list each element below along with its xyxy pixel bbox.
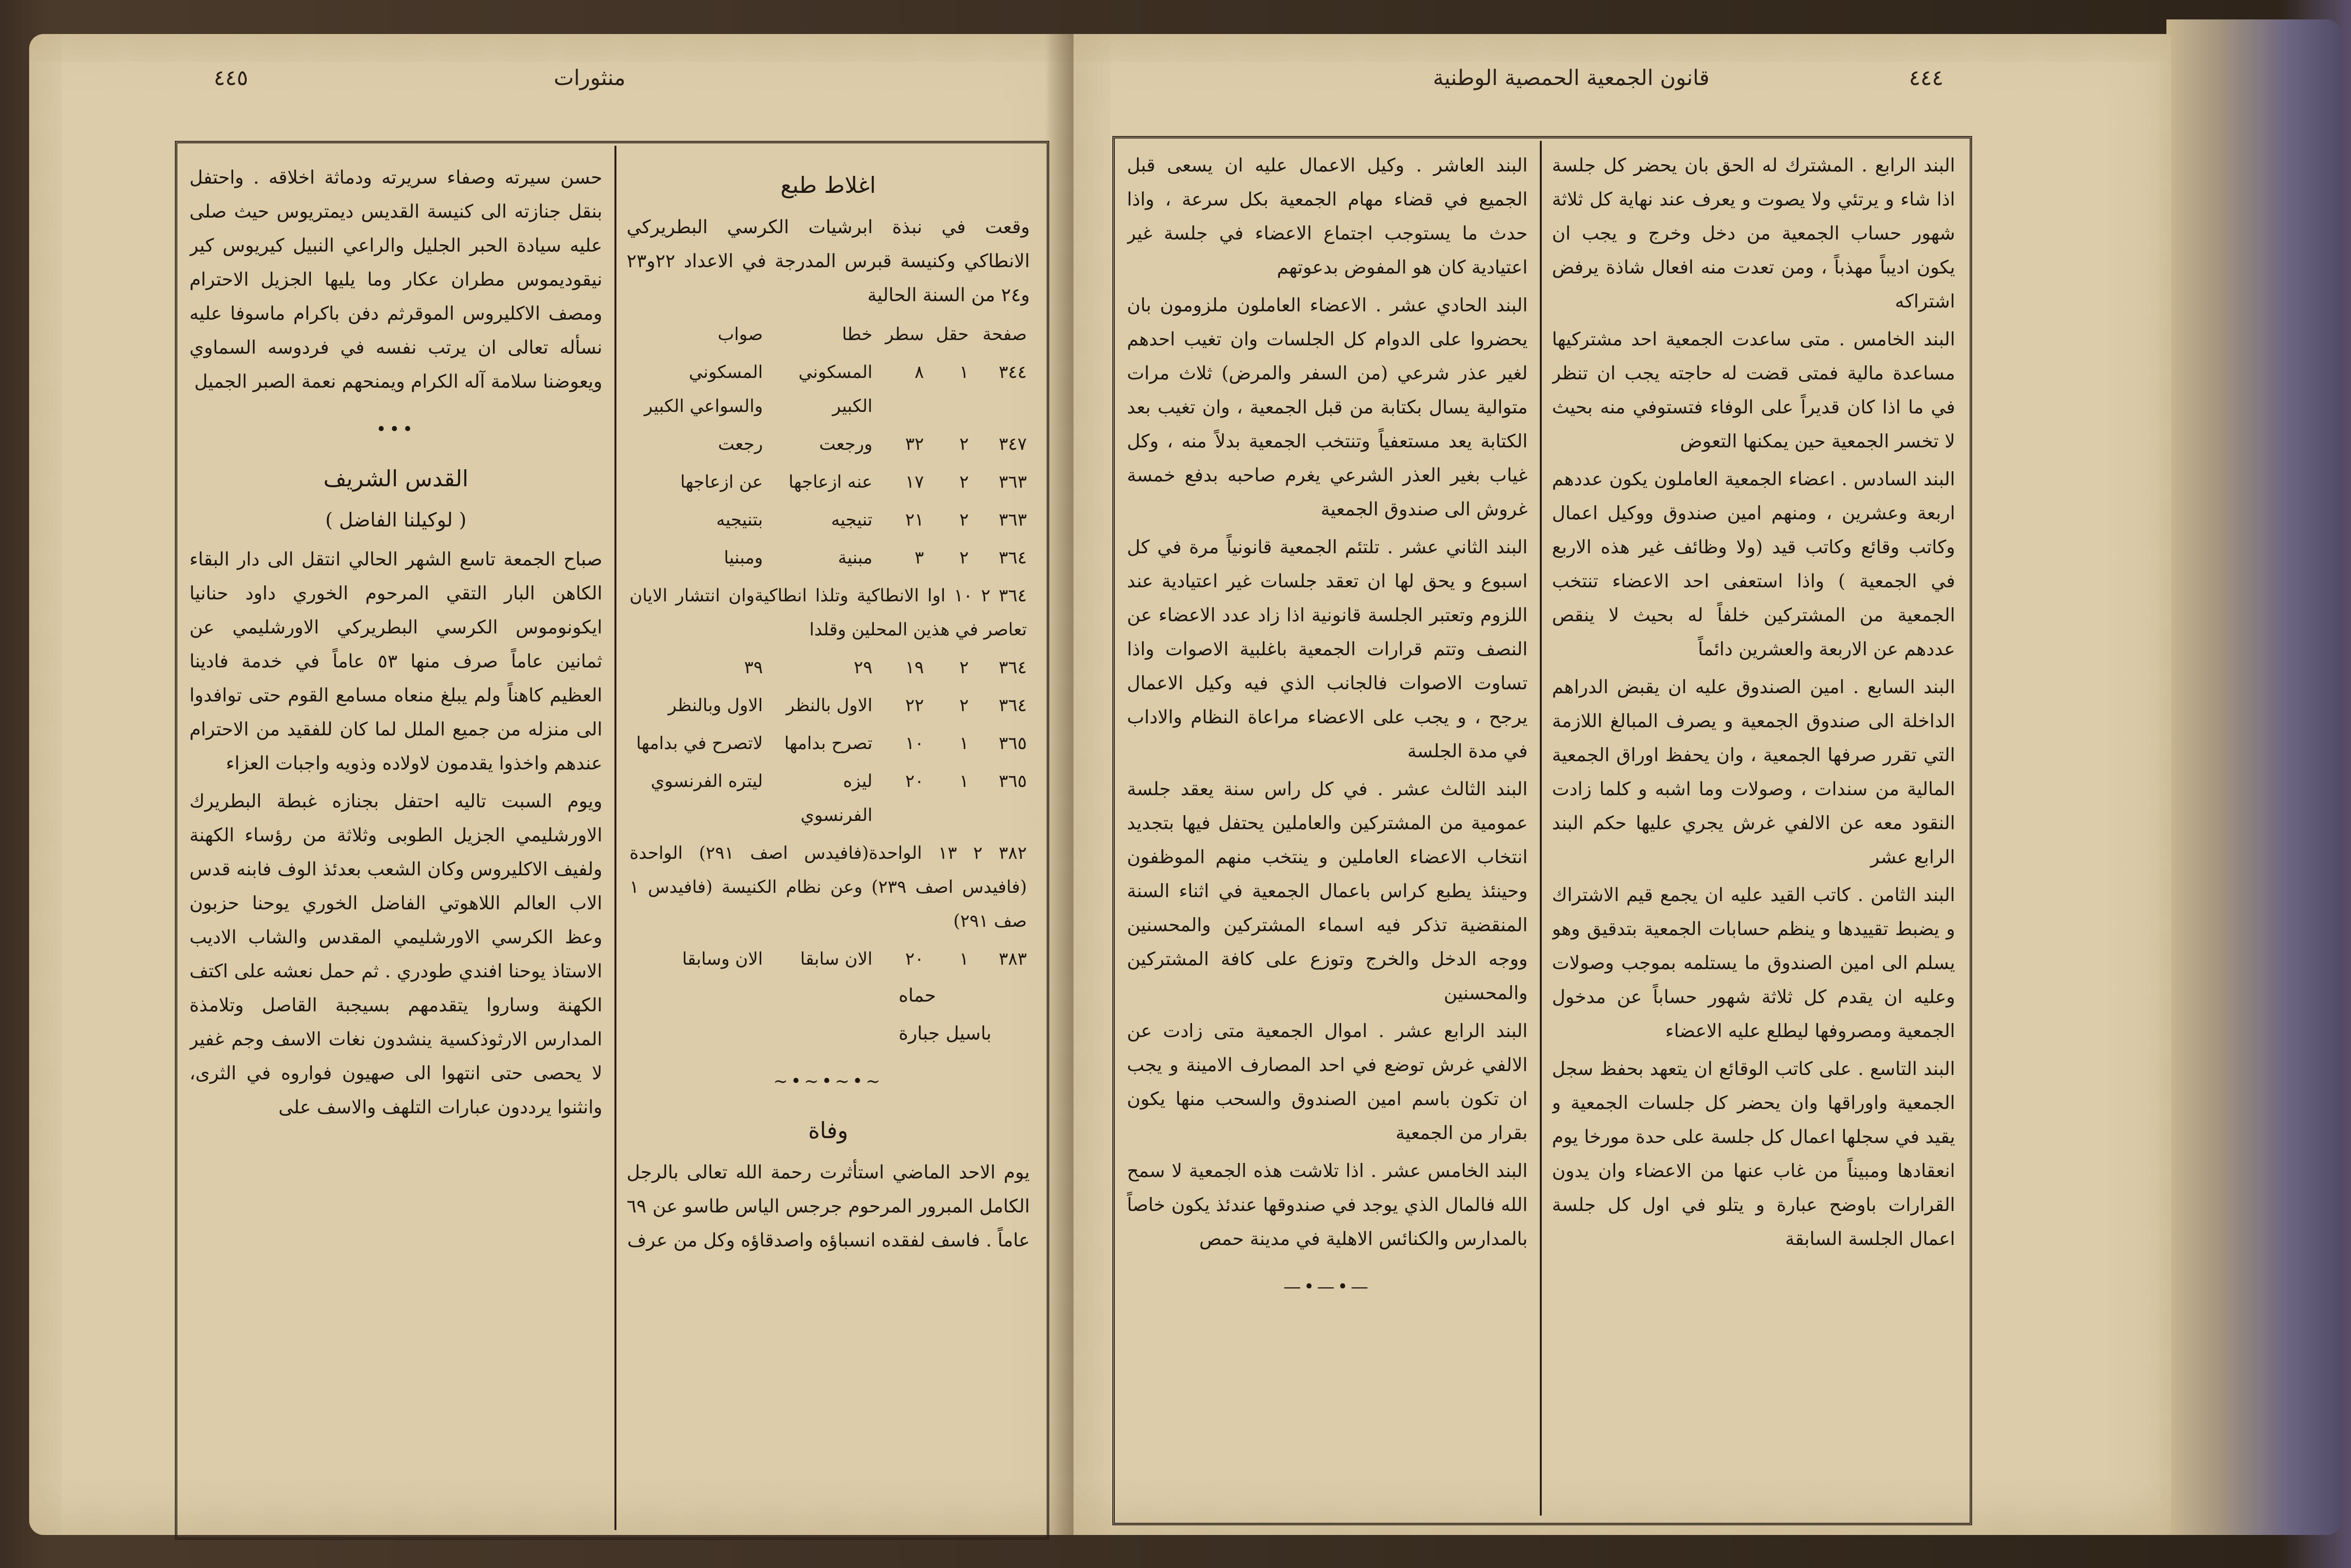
right-running-title: قانون الجمعية الحمصية الوطنية bbox=[1433, 66, 1710, 90]
bylaw-article: البند الثامن . كاتب القيد عليه ان يجمع قيم الاشتراك و يضبط تقييدها و ينظم حسابات الجمعية بتدقيق وهو يسلم الى امين الصندوق ما يستلمه بموجب وصولات وعليه ان يقدم كل ثلاثة شهور حساباً عن مدخول الجمعية ومصروفها ليطلع عليه الاعضاء bbox=[1552, 884, 1955, 1041]
bylaw-article: البند الحادي عشر . الاعضاء العاملون ملزومون بان يحضروا على الدوام كل الجلسات وان تغيب احدهم لغير عذر شرعي (من السفر والمرض) ثلاث مرات متوالية يسال بكتابة من قبل الجمعية ، وان تغيب بعد الكتابة يعد مستعفياً وتنتخب الجمعية بدلاً منه ، وكل غياب بغير العذر الشرعي يغرم صاحبه بدفع خمسة غروش الى صندوق الجمعية bbox=[1127, 294, 1528, 520]
ornament-divider: ~•~•~•~ bbox=[773, 1072, 884, 1091]
bylaw-article: البند الرابع عشر . اموال الجمعية متى زادت عن الالفي غرش توضع في احد المصارف الامينة و يجب ان تكون باسم امين الصندوق والسحب منها يكون بقرار من الجمعية bbox=[1127, 1020, 1528, 1143]
obituary-continued: حسن سيرته وصفاء سريرته ودماثة اخلاقه . واحتفل بنقل جنازته الى كنيسة القديس ديمتريوس حيث صلى عليه سيادة الحبر الجليل والراعي النبيل كيريوس كير نيقوديموس مطران عكار وما يليها الجزيل الاحترام ومصف الاكليروس الموقرثم دفن باكرام ماسوفا عليه نسأله تعالى ان يرتب نفسه في فردوسه السماوي ويعوضنا سلامة آله الكرام ويمنحهم نعمة الصبر الجميل bbox=[189, 167, 602, 392]
ornament-divider: ••• bbox=[376, 420, 416, 440]
death-notice-text: يوم الاحد الماضي استأثرت رحمة الله تعالى بالرجل الكامل المبرور المرحوم جرجس الياس طاسو عن ٦٩ عاماً . فاسف لفقده انسباؤه واصدقاؤه وكل من عرف bbox=[627, 1161, 1030, 1251]
section-title: القدس الشريف bbox=[323, 465, 469, 492]
bylaw-article: البند التاسع . على كاتب الوقائع ان يتعهد بحفظ سجل الجمعية واوراقها وان يحضر كل جلسات الجمعية و يقيد في سجلها اعمال كل جلسة على حدة مورخا يوم انعقادها ومبيناً من غاب عنها من الاعضاء وان يدون القرارات باوضح عبارة و يتلو في اول كل جلسة اعمال الجلسة السابقة bbox=[1552, 1058, 1955, 1249]
left-column-rule bbox=[614, 146, 616, 1530]
signature-place: حماه bbox=[899, 985, 936, 1006]
article-paragraph: صباح الجمعة تاسع الشهر الحالي انتقل الى دار البقاء الكاهن البار التقي المرحوم الخوري داود حنانيا ايكونوموس الكرسي البطريركي الاورشليمي عن ثمانين عاماً صرف منها ٥٣ عاماً في خدمة فادينا العظيم كاهناً ولم يبلغ منعاه مسامع القوم حتى توافدوا الى منزله من جميع الملل لما كان للفقيد من الاحترام عندهم واخذوا يقدمون لاولاده وذويه واجبات العزاء bbox=[189, 548, 602, 774]
article-paragraph: ويوم السبت تاليه احتفل بجنازه غبطة البطريرك الاورشليمي الجزيل الطوبى وثلاثة من رؤساء الكهنة ولفيف الاكليروس وكان الشعب بعدئذ الوف فابنه قدس الاب العالم اللاهوتي الفاضل الخوري يوحنا حزبون وعظ الكرسي الاورشليمي المقدس والشاب الاديب الاستاذ يوحنا افندي طودري . ثم حمل نعشه على اكتف الكهنة وساروا يتقدمهم بسيجبة القاصل وتلامذة المدارس الارثوذكسية ينشدون نغات الاسف وجم غفير لا يحصى حتى انتهوا الى صهيون فواروه في الثرى، وانثنوا يرددون عبارات التلهف والاسف على bbox=[189, 790, 602, 1118]
book-page-edges bbox=[2166, 19, 2341, 1535]
ornament-divider: —•—•— bbox=[1283, 1277, 1371, 1297]
errata-row: ٣٦٣ ٢ ٢١ تنيجيه بتنيجيه bbox=[716, 510, 1027, 530]
right-page-number: ٤٤٤ bbox=[1909, 66, 1943, 90]
bylaw-article: البند الثالث عشر . في كل راس سنة يعقد جلسة عمومية من المشتركين والعاملين يحتفل فيها بتجديد انتخاب الاعضاء العاملين و ينتخب منهم الموظفون وحينئذ يطبع كراس باعمال الجمعية في اثناء السنة المنقضية تذكر فيه اسماء المشتركين والمحسنين ووجه الدخل والخرج وتوزع على كافة المشتركين والمحسنين bbox=[1127, 778, 1528, 1004]
bylaw-article: البند السادس . اعضاء الجمعية العاملون يكون عددهم اربعة وعشرين ، ومنهم امين صندوق ووكيل اعمال وكاتب وقائع وكاتب قيد (ولا وظائف غير هذه الاربع في الجمعية ) واذا استعفى احد الاعضاء تنتخب الجمعية من المشتركين خلفاً له بحيث لا ينقص عددهم عن الاربعة والعشرين دائماً bbox=[1552, 468, 1955, 660]
left-page-right-column bbox=[627, 160, 1030, 1520]
errata-row: ٣٦٤ ٢ ١٩ ٢٩ ٣٩ bbox=[744, 658, 1027, 678]
errata-table bbox=[627, 316, 1030, 978]
errata-row: ٣٨٣ ١ ٢٠ الان سابقا الان وسابقا bbox=[682, 949, 1027, 969]
errata-row: ٣٤٧ ٢ ٣٢ ورجعت رجعت bbox=[718, 434, 1027, 454]
bylaw-article: البند العاشر . وكيل الاعمال عليه ان يسعى قبل الجميع في قضاء مهام الجمعية بكل سرعة ، واذا حدث ما يستوجب اجتماع الاعضاء في جلسة غير اعتيادية كان هو المفوض بدعوتهم bbox=[1127, 154, 1528, 278]
right-page-right-column bbox=[1552, 148, 1955, 1508]
right-column-rule bbox=[1540, 141, 1542, 1516]
errata-row: ٣٦٤ ٢ ١٠ اوا الانطاكية وتلذا انطاكيةوان انتشار الايان تعاصر في هذين المحلين وقلدا bbox=[630, 586, 1027, 640]
errata-header-row: صفحة حقل سطر خطا صواب bbox=[717, 324, 1027, 344]
errata-row: ٣٦٥ ١ ١٠ تصرح بدامها لاتصرح في بدامها bbox=[636, 733, 1027, 753]
bylaw-article: البند الخامس عشر . اذا تلاشت هذه الجمعية لا سمح الله فالمال الذي يوجد في صندوقها عندئذ يكون خاصاً بالمدارس والكنائس الاهلية في مدينة حمص bbox=[1127, 1160, 1528, 1249]
errata-row: ٣٨٢ ٢ ١٣ الواحدة(فافيدس اصف ٢٩١) الواحدة (فافيدس اصف ٢٣٩) وعن نظام الكنيسة (فافيدس ١ صف ٢٩١) bbox=[630, 843, 1027, 931]
left-page-left-column bbox=[189, 160, 602, 1520]
errata-title: اغلاط طبع bbox=[780, 172, 876, 198]
errata-row: ٣٤٤ ١ ٨ المسكوني الكبير المسكوني والسواعي الكبير bbox=[644, 362, 1027, 416]
errata-row: ٣٦٥ ١ ٢٠ ليزه الفرنسوي ليتره الفرنسوي bbox=[650, 771, 1027, 825]
errata-row: ٣٦٤ ٢ ٣ مبنية ومبنيا bbox=[724, 548, 1027, 568]
right-page-left-column bbox=[1127, 148, 1528, 1508]
errata-intro: وقعت في نبذة ابرشيات الكرسي البطريركي الانطاكي وكنيسة قبرس المدرجة في الاعداد ٢٢و٢٣ و٢٤ من السنة الحالية bbox=[627, 216, 1030, 306]
left-running-title: منثورات bbox=[554, 66, 626, 90]
errata-row: ٣٦٣ ٢ ١٧ عنه ازعاجها عن ازعاجها bbox=[680, 472, 1027, 492]
death-notice-title: وفاة bbox=[808, 1117, 849, 1143]
signature-name: باسيل جبارة bbox=[899, 1023, 992, 1044]
bylaw-article: البند الخامس . متى ساعدت الجمعية احد مشتركيها مساعدة مالية فمتى قضت له حاجته يجب ان تنظر في ما اذا كان قديراً على الوفاء فتستوفي منه بحيث لا تخسر الجمعية حين يمكنها التعوض bbox=[1552, 328, 1955, 452]
bylaw-article: البند الثاني عشر . تلتئم الجمعية قانونياً مرة في كل اسبوع و يحق لها ان تعقد جلسات غير اعتيادية عند اللزوم وتعتبر الجلسة قانونية اذا زاد عدد الاعضاء عن النصف وتتم قرارات الجمعية باغلبية الاصوات واذا تساوت الاصوات فالجانب الذي فيه وكيل الاعمال يرجح ، و يجب على الاعضاء مراعاة النظام والاداب في مدة الجلسة bbox=[1127, 536, 1528, 762]
section-subtitle: ( لوكيلنا الفاضل ) bbox=[325, 509, 467, 531]
errata-row: ٣٦٤ ٢ ٢٢ الاول بالنظر الاول وبالنظر bbox=[668, 696, 1027, 716]
bylaw-article: البند الرابع . المشترك له الحق بان يحضر كل جلسة اذا شاء و يرتئي ولا يصوت و يعرف عند نهاية كل ثلاثة شهور حساب الجمعية من دخل وخرج و يجب ان يكون اديباً مهذباً ، ومن تعدت منه افعال شاذة يرفض اشتراكه bbox=[1552, 154, 1955, 312]
bylaw-article: البند السابع . امين الصندوق عليه ان يقبض الدراهم الداخلة الى صندوق الجمعية و يصرف المبالغ اللازمة التي تقرر صرفها الجمعية ، وان يحفظ اوراق الجمعية المالية من سندات ، وصولات وما اشبه و كلما زادت النقود معه عن الالفي غرش يجري عليها حكم البند الرابع عشر bbox=[1552, 676, 1955, 868]
left-page-number: ٤٤٥ bbox=[214, 66, 248, 90]
